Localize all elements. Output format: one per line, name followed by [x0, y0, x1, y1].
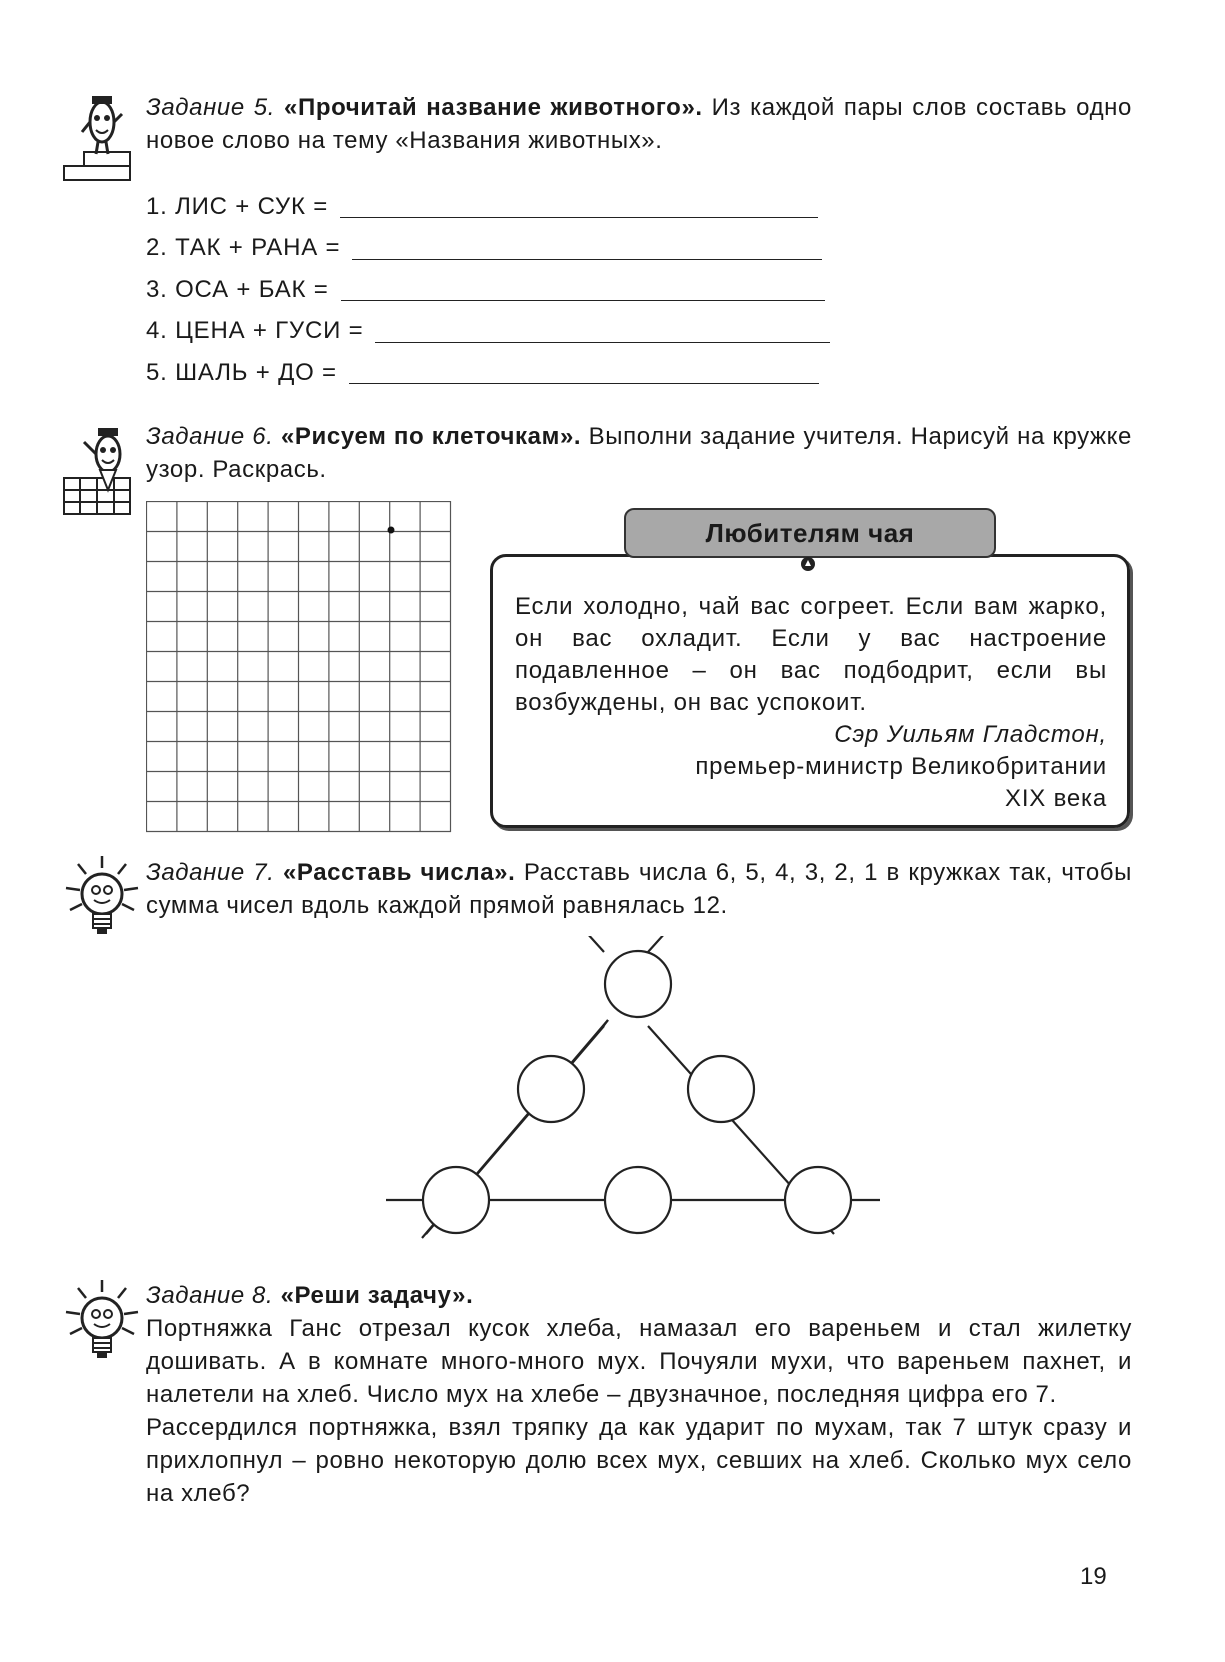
- equation-row: 4. ЦЕНА + ГУСИ =: [146, 311, 830, 353]
- equation-row: 3. ОСА + БАК =: [146, 269, 830, 311]
- answer-line[interactable]: [349, 361, 819, 384]
- task8-paragraph-2: Рассердился портняжка, взял тряпку да как ударит по мухам, так 7 штук сразу и прихлопнул – ровно некоторую долю всех мух, севших на хлеб. Сколько мух село на хлеб?: [146, 1414, 1132, 1507]
- page-number: 19: [1080, 1563, 1107, 1590]
- task7-title: «Расставь числа».: [282, 859, 516, 886]
- task7-description: Расставь числа 6, 5, 4, 3, 2, 1 в кружках так, чтобы сумма чисел вдоль каждой прямой равнялась 12.: [146, 859, 1132, 919]
- puzzle-circle-bottom-right[interactable]: [785, 1167, 851, 1233]
- task8-heading: [146, 1279, 1132, 1312]
- equation-row: 2. ТАК + РАНА =: [146, 228, 830, 270]
- puzzle-circle-bottom-mid[interactable]: [605, 1167, 671, 1233]
- task8-title: «Реши задачу».: [280, 1282, 474, 1309]
- puzzle-circle-left-mid[interactable]: [518, 1056, 584, 1122]
- task6-title: «Рисуем по клеточкам».: [280, 423, 582, 450]
- task6-label: Задание 6.: [146, 423, 274, 450]
- tea-author-role: премьер-министр Великобритании: [695, 753, 1107, 780]
- task8-label: Задание 8.: [146, 1282, 274, 1309]
- answer-line[interactable]: [341, 278, 825, 301]
- task5-description: Из каждой пары слов составь одно новое слово на тему «Названия животных».: [146, 94, 1132, 154]
- answer-line[interactable]: [340, 195, 818, 218]
- lightbulb-icon: [62, 854, 142, 946]
- tea-heading-banner: [624, 508, 996, 558]
- equation-row: 5. ШАЛЬ + ДО =: [146, 352, 830, 394]
- task6-text: [146, 420, 1132, 486]
- task8-paragraph-1: Портняжка Ганс отрезал кусок хлеба, намазал его вареньем и стал жилетку дошивать. А в комнате много-много мух. Почуяли мухи, что вареньем пахнет, и налетели на хлеб. Число мух на хлебе – двузначное, последняя цифра его 7.: [146, 1315, 1132, 1408]
- grid-start-dot: [388, 527, 395, 534]
- task5-title: «Прочитай название животного».: [284, 94, 703, 121]
- number-triangle-puzzle: [386, 936, 886, 1246]
- puzzle-circle-right-mid[interactable]: [688, 1056, 754, 1122]
- task7-label: Задание 7.: [146, 859, 275, 886]
- pencil-character-icon: [62, 92, 132, 188]
- answer-line[interactable]: [352, 237, 822, 260]
- task5-text: [146, 91, 1132, 157]
- task8-text: [146, 1279, 1132, 1510]
- tea-author: Сэр Уильям Гладстон,: [834, 721, 1107, 748]
- task6-description: Выполни задание учителя. Нарисуй на кружке узор. Раскрась.: [146, 423, 1132, 483]
- task5-equation-list: [146, 186, 830, 394]
- tea-info-box: [490, 554, 1130, 828]
- answer-line[interactable]: [375, 320, 830, 343]
- lightbulb-icon: [62, 1278, 142, 1370]
- tea-heading: Любителям чая: [705, 517, 915, 548]
- tea-author-century: XIX века: [1005, 785, 1107, 812]
- task7-text: [146, 856, 1132, 922]
- drawing-grid[interactable]: [146, 501, 452, 833]
- pencil-grid-character-icon: [62, 424, 134, 518]
- tea-quote: Если холодно, чай вас согреет. Если вам жарко, он вас охладит. Если у вас настроение подавленное – он вас подбодрит, если вы возбуждены, он вас успокоит.: [515, 593, 1107, 716]
- banner-dot-icon: [800, 556, 816, 572]
- tea-quote-block: [515, 591, 1107, 815]
- task5-label: Задание 5.: [146, 94, 276, 121]
- puzzle-circle-bottom-left[interactable]: [423, 1167, 489, 1233]
- puzzle-circle-top[interactable]: [605, 951, 671, 1017]
- equation-row: 1. ЛИС + СУК =: [146, 186, 830, 228]
